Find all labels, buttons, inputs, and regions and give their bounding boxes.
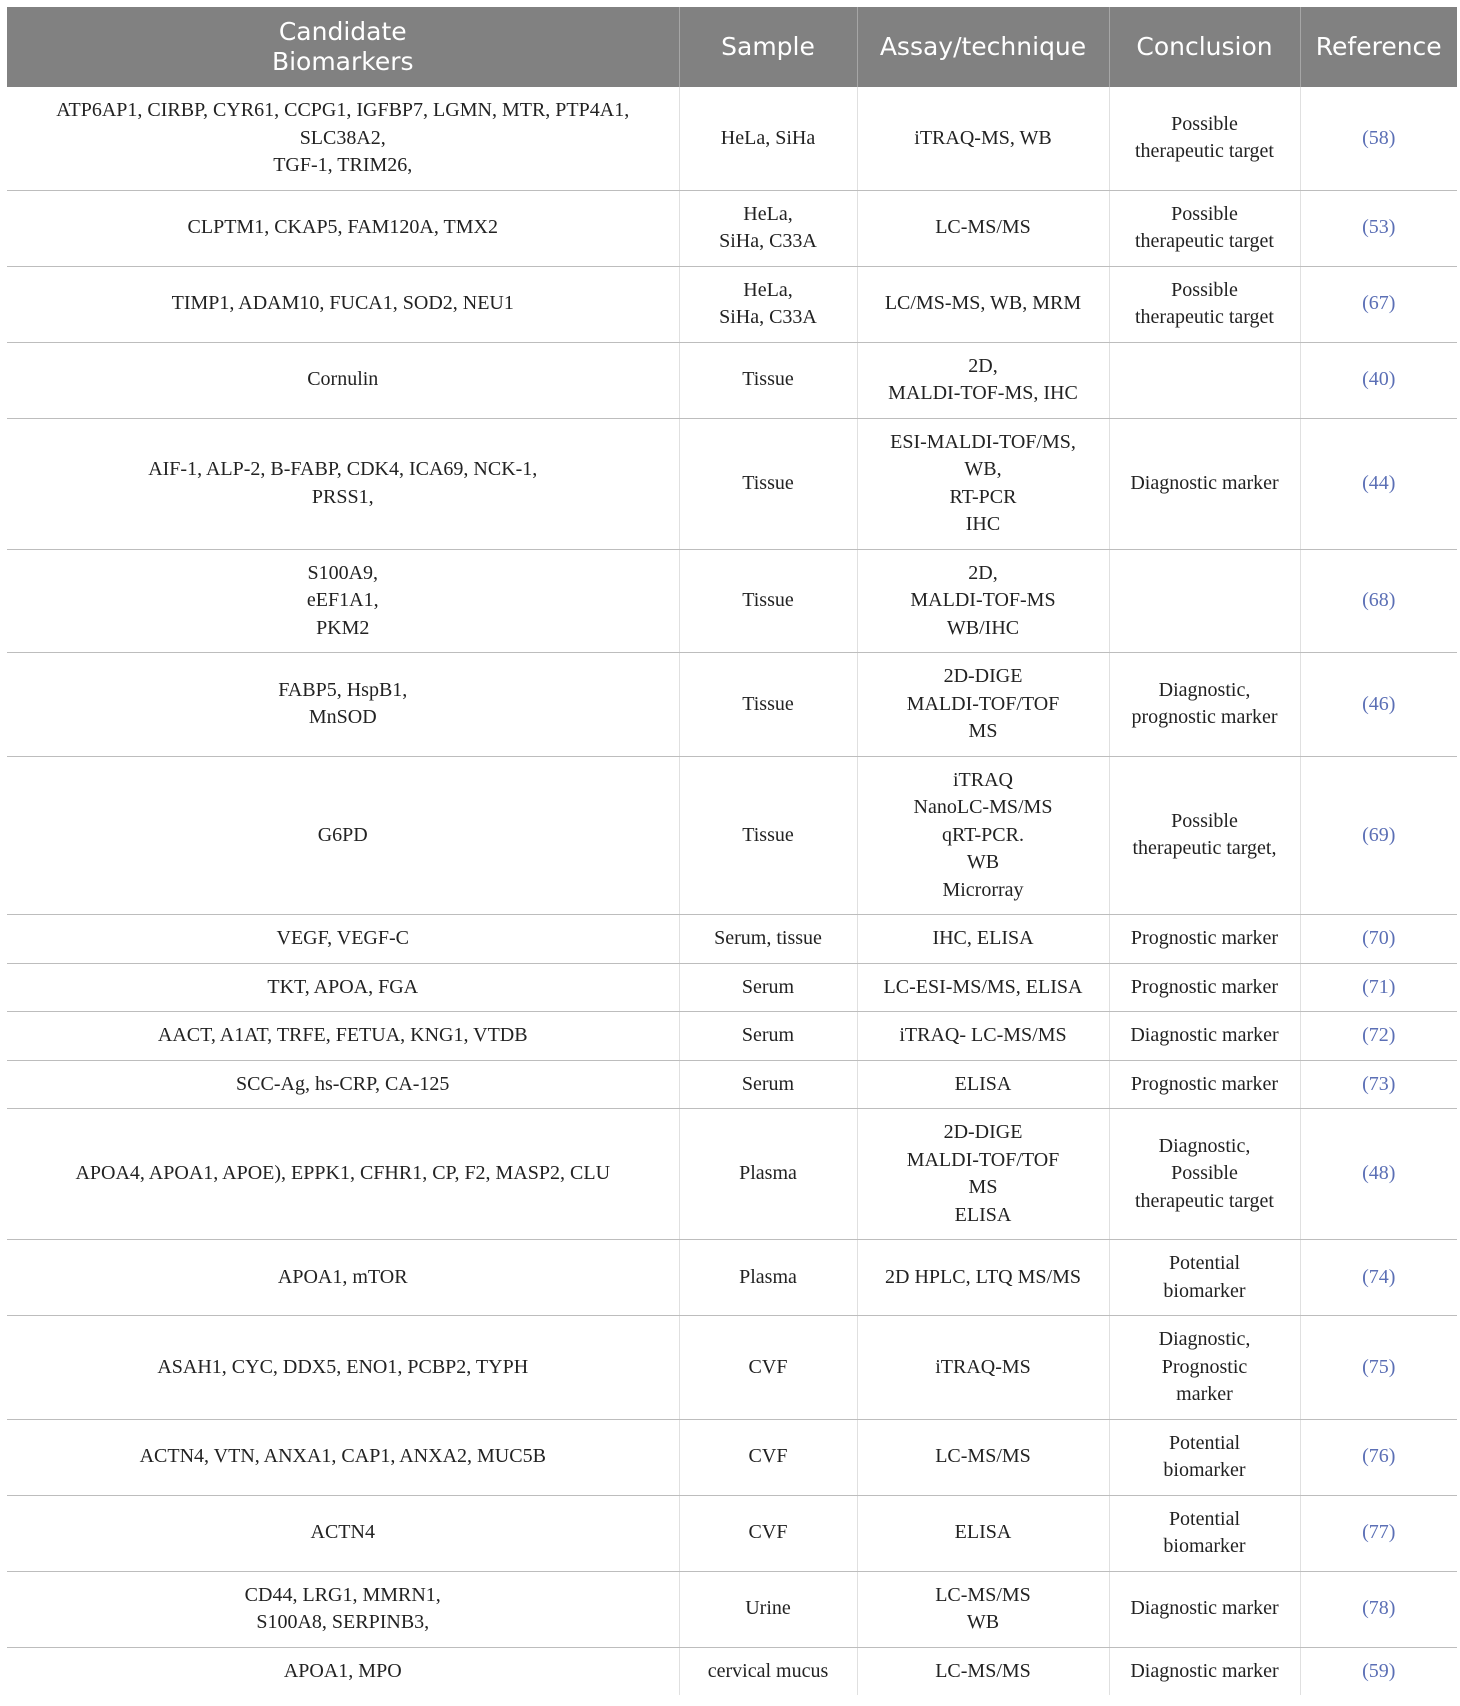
cell-biomarkers: TIMP1, ADAM10, FUCA1, SOD2, NEU1 [7,266,679,342]
cell-conclusion [1109,549,1300,653]
cell-conclusion: Prognostic marker [1109,963,1300,1012]
cell-sample: Serum [679,963,857,1012]
cell-biomarkers: ACTN4 [7,1495,679,1571]
cell-biomarkers: TKT, APOA, FGA [7,963,679,1012]
header-conclusion: Conclusion [1109,7,1300,87]
table-row [7,418,1457,549]
cell-conclusion: Diagnostic, Possible therapeutic target [1109,1109,1300,1240]
cell-assay: iTRAQ-MS [857,1316,1109,1420]
cell-assay: LC-MS/MS WB [857,1571,1109,1647]
cell-conclusion: Possible therapeutic target [1109,190,1300,266]
cell-assay: ELISA [857,1060,1109,1109]
cell-sample: Plasma [679,1240,857,1316]
cell-assay: ELISA [857,1495,1109,1571]
table-row [7,266,1457,342]
cell-assay: 2D-DIGE MALDI-TOF/TOF MS [857,653,1109,757]
cell-reference-link[interactable]: (67) [1300,266,1457,342]
cell-biomarkers: AIF-1, ALP-2, B-FABP, CDK4, ICA69, NCK-1, PRSS1, [7,418,679,549]
cell-biomarkers: AACT, A1AT, TRFE, FETUA, KNG1, VTDB [7,1012,679,1061]
cell-assay: iTRAQ-MS, WB [857,87,1109,190]
cell-conclusion: Possible therapeutic target [1109,266,1300,342]
table-header [7,7,1457,87]
cell-sample: CVF [679,1495,857,1571]
cell-sample: CVF [679,1419,857,1495]
cell-reference-link[interactable]: (70) [1300,915,1457,964]
cell-conclusion: Possible therapeutic target, [1109,756,1300,915]
cell-reference-link[interactable]: (72) [1300,1012,1457,1061]
biomarker-table-container [7,7,1457,1695]
cell-assay: 2D-DIGE MALDI-TOF/TOF MS ELISA [857,1109,1109,1240]
cell-reference-link[interactable]: (71) [1300,963,1457,1012]
table-row [7,1316,1457,1420]
cell-reference-link[interactable]: (69) [1300,756,1457,915]
cell-reference-link[interactable]: (74) [1300,1240,1457,1316]
cell-conclusion: Potential biomarker [1109,1495,1300,1571]
header-assay-technique: Assay/technique [857,7,1109,87]
header-candidate-biomarkers: Candidate Biomarkers [7,7,679,87]
cell-reference-link[interactable]: (44) [1300,418,1457,549]
cell-biomarkers: S100A9, eEF1A1, PKM2 [7,549,679,653]
cell-sample: Serum [679,1060,857,1109]
cell-biomarkers: CD44, LRG1, MMRN1, S100A8, SERPINB3, [7,1571,679,1647]
cell-reference-link[interactable]: (78) [1300,1571,1457,1647]
cell-assay: LC-ESI-MS/MS, ELISA [857,963,1109,1012]
cell-conclusion: Potential biomarker [1109,1240,1300,1316]
cell-sample: HeLa, SiHa, C33A [679,266,857,342]
cell-assay: LC-MS/MS [857,1647,1109,1695]
table-row [7,915,1457,964]
cell-biomarkers: APOA4, APOA1, APOE), EPPK1, CFHR1, CP, F2, MASP2, CLU [7,1109,679,1240]
cell-assay: LC-MS/MS [857,190,1109,266]
cell-assay: 2D, MALDI-TOF-MS, IHC [857,342,1109,418]
cell-assay: iTRAQ NanoLC-MS/MS qRT-PCR. WB Microrray [857,756,1109,915]
cell-conclusion: Possible therapeutic target [1109,87,1300,190]
cell-biomarkers: G6PD [7,756,679,915]
table-body [7,87,1457,1695]
cell-reference-link[interactable]: (73) [1300,1060,1457,1109]
cell-reference-link[interactable]: (77) [1300,1495,1457,1571]
table-row [7,963,1457,1012]
cell-reference-link[interactable]: (53) [1300,190,1457,266]
biomarker-table [7,7,1457,1695]
cell-biomarkers: VEGF, VEGF-C [7,915,679,964]
header-row [7,7,1457,87]
table-row [7,1571,1457,1647]
cell-sample: CVF [679,1316,857,1420]
cell-biomarkers: APOA1, mTOR [7,1240,679,1316]
cell-conclusion: Diagnostic marker [1109,1571,1300,1647]
cell-sample: Tissue [679,653,857,757]
table-row [7,1647,1457,1695]
table-row [7,1012,1457,1061]
cell-biomarkers: SCC-Ag, hs-CRP, CA-125 [7,1060,679,1109]
cell-sample: Serum, tissue [679,915,857,964]
cell-conclusion: Diagnostic marker [1109,1012,1300,1061]
table-row [7,1495,1457,1571]
cell-assay: LC-MS/MS [857,1419,1109,1495]
cell-biomarkers: ASAH1, CYC, DDX5, ENO1, PCBP2, TYPH [7,1316,679,1420]
table-row [7,1419,1457,1495]
cell-conclusion: Prognostic marker [1109,1060,1300,1109]
cell-sample: Serum [679,1012,857,1061]
cell-sample: Urine [679,1571,857,1647]
cell-sample: HeLa, SiHa [679,87,857,190]
cell-sample: HeLa, SiHa, C33A [679,190,857,266]
cell-biomarkers: CLPTM1, CKAP5, FAM120A, TMX2 [7,190,679,266]
table-row [7,653,1457,757]
cell-assay: ESI-MALDI-TOF/MS, WB, RT-PCR IHC [857,418,1109,549]
cell-biomarkers: APOA1, MPO [283,1659,402,1682]
cell-assay: 2D HPLC, LTQ MS/MS [857,1240,1109,1316]
cell-biomarkers: Cornulin [7,342,679,418]
cell-sample: cervical mucus [679,1647,857,1695]
table-row [7,1060,1457,1109]
cell-conclusion: Diagnostic, prognostic marker [1109,653,1300,757]
cell-assay: 2D, MALDI-TOF-MS WB/IHC [857,549,1109,653]
cell-conclusion: Diagnostic marker [1109,418,1300,549]
table-row [7,342,1457,418]
cell-sample: Tissue [679,418,857,549]
cell-biomarkers: FABP5, HspB1, MnSOD [7,653,679,757]
table-row [7,549,1457,653]
table-row [7,1240,1457,1316]
header-sample: Sample [679,7,857,87]
cell-sample: Tissue [679,342,857,418]
table-row [7,756,1457,915]
cell-sample: Plasma [679,1109,857,1240]
cell-assay: iTRAQ- LC-MS/MS [857,1012,1109,1061]
cell-biomarkers: ATP6AP1, CIRBP, CYR61, CCPG1, IGFBP7, LGMN, MTR, PTP4A1, SLC38A2, TGF-1, TRIM26, [7,87,679,190]
cell-assay: LC/MS-MS, WB, MRM [857,266,1109,342]
table-row [7,1109,1457,1240]
cell-reference-link[interactable]: (58) [1300,87,1457,190]
table-row [7,190,1457,266]
cell-reference-link[interactable]: (46) [1300,653,1457,757]
cell-sample: Tissue [679,549,857,653]
cell-reference-link[interactable]: (76) [1300,1419,1457,1495]
cell-reference-link[interactable]: (48) [1300,1109,1457,1240]
cell-reference-link[interactable]: (59) [1300,1647,1457,1695]
cell-reference-link[interactable]: (40) [1300,342,1457,418]
table-row [7,87,1457,190]
cell-conclusion: Diagnostic marker [1109,1647,1300,1695]
header-reference: Reference [1300,7,1457,87]
cell-assay: IHC, ELISA [857,915,1109,964]
cell-conclusion: Prognostic marker [1109,915,1300,964]
cell-reference-link[interactable]: (68) [1300,549,1457,653]
cell-biomarkers: ACTN4, VTN, ANXA1, CAP1, ANXA2, MUC5B [7,1419,679,1495]
cell-reference-link[interactable]: (75) [1300,1316,1457,1420]
cell-conclusion: Potential biomarker [1109,1419,1300,1495]
cell-conclusion: Diagnostic, Prognostic marker [1109,1316,1300,1420]
cell-sample: Tissue [679,756,857,915]
cell-conclusion [1109,342,1300,418]
